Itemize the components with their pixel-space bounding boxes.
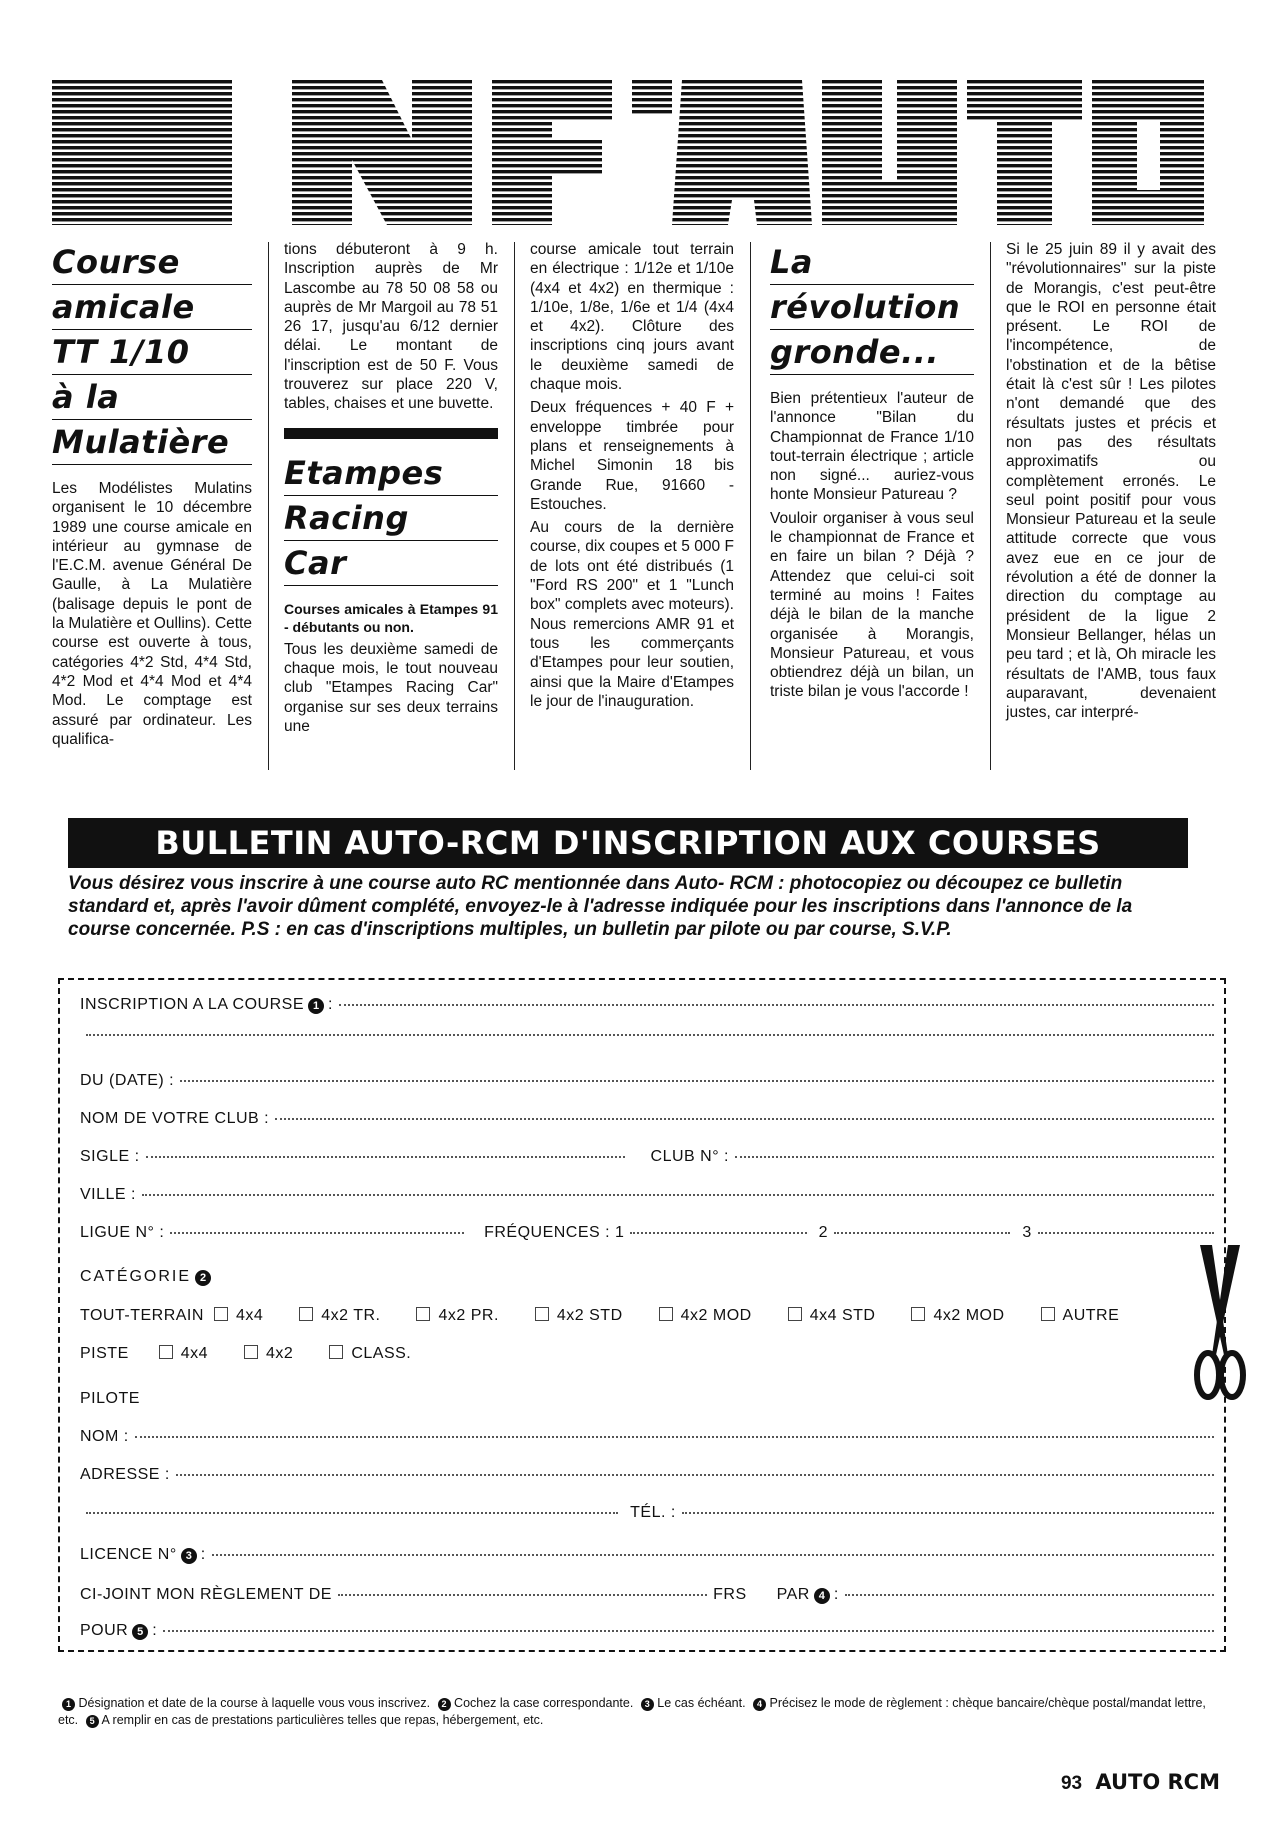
field-label: CATÉGORIE [80, 1268, 192, 1285]
tt-option[interactable] [1041, 1306, 1120, 1325]
column-5 [1006, 240, 1216, 726]
article-body-continued: Deux fréquences + 40 F + enveloppe timbrée pour plans et renseignements à Michel Simonin 18 bis Grande Rue, 91660 - Estouches. [530, 399, 734, 513]
field-label: SIGLE : [80, 1148, 140, 1165]
field-adresse[interactable] [80, 1466, 1220, 1484]
field-reglement[interactable] [80, 1586, 1220, 1604]
field-tout-terrain [80, 1306, 1220, 1325]
blank-line[interactable] [163, 1629, 1214, 1632]
headline-line: révolution [770, 285, 974, 330]
article-lead: Courses amicales à Etampes 91 - débutants ou non. [284, 600, 498, 635]
article-body-continued: Si le 25 juin 89 il y avait des "révolutionnaires" sur la piste de Morangis, c'est peut-être que le ROI en personne était présent. Le ROI de l'incompétence, de l'obstination et de la bêtise était là c'est sûr ! Les pilotes n'ont demandé que des résultats justes et précis et non pas des résultats approximatifs ou complètement erronés. Le seul point positif pour vous Monsieur Patureau et la seule attitude correcte que vous avez eue en ce jour de révolution a été de donner la direction du comptage au président de la ligue 2 Monsieur Bellanger, hélas un peu tard ; et là, Oh miracle les résultats de l'AMB, tous faux auparavant, devenaient justes, car interpré- [1006, 241, 1216, 722]
article-body-continued: Au cours de la dernière course, dix coupes et 5 000 F de lots ont été distribués (1 "Ford RS 200" et 1 "Lunch box" complets avec moteurs). Nous remercions AMR 91 et tous les commerçants d'Etampes pour leur soutien, ainsi que la Maire d'Etampes le jour de l'inauguration. [530, 519, 734, 710]
option-label: 4x2 STD [556, 1307, 623, 1324]
tt-option[interactable] [299, 1306, 380, 1325]
page-number: 93 [1060, 1773, 1083, 1794]
field-course-cont[interactable] [80, 1036, 1220, 1039]
option-label: 4x2 TR. [321, 1307, 381, 1324]
field-label: NOM : [80, 1428, 129, 1445]
blank-line[interactable] [834, 1231, 1010, 1234]
blank-line[interactable] [142, 1193, 1214, 1196]
article-body: Vouloir organiser à vous seul le championnat de France et en faire un bilan ? Déjà ? Attendez que celui-ci soit terminé au moins ! Faites déjà le bilan de la manche organisée à Morangis, Monsieur Patureau, et vous obtiendrez déjà un bilan, un triste bilan je vous l'accorde ! [770, 509, 974, 701]
article-body: Bien prétentieux l'auteur de l'annonce "Bilan du Championnat de France 1/10 tout-terrain électrique ; article non signé... auriez-vous honte Monsieur Patureau ? [770, 390, 974, 504]
field-course[interactable] [80, 996, 1220, 1014]
piste-option[interactable] [244, 1344, 293, 1363]
headline-line: amicale [52, 285, 252, 330]
field-categorie [80, 1268, 1220, 1286]
field-label: LICENCE N° [80, 1546, 177, 1563]
bulletin-intro [68, 872, 1188, 941]
blank-line[interactable] [1038, 1231, 1214, 1234]
field-sigle[interactable] [80, 1148, 1220, 1166]
field-label: FRS [713, 1586, 747, 1603]
option-label: 4x2 MOD [680, 1307, 752, 1324]
footnote-marker: 4 [753, 1698, 766, 1711]
field-piste [80, 1344, 1220, 1363]
option-label: 4x4 [235, 1307, 264, 1324]
option-label: CLASS. [351, 1345, 412, 1362]
footnote-1: Désignation et date de la course à laquelle vous vous inscrivez. [78, 1696, 431, 1710]
checkbox[interactable] [535, 1307, 549, 1321]
blank-line[interactable] [135, 1435, 1214, 1438]
piste-option[interactable] [159, 1344, 208, 1363]
footnote-marker: 1 [62, 1698, 75, 1711]
footnotes [58, 1695, 1228, 1729]
section-bar [284, 428, 498, 439]
field-label: LIGUE N° : [80, 1224, 165, 1241]
headline-line: Mulatière [52, 420, 252, 465]
magazine-brand: AUTO RCM [1095, 1770, 1220, 1794]
field-pour[interactable] [80, 1622, 1220, 1640]
footnote-text [58, 1695, 1228, 1729]
option-label: 4x4 STD [809, 1307, 876, 1324]
option-label: 4x4 [180, 1345, 209, 1362]
option-label: 4x2 PR. [438, 1307, 499, 1324]
field-label: DU (DATE) : [80, 1072, 175, 1089]
checkbox[interactable] [1041, 1307, 1055, 1321]
footnote-marker: 5 [132, 1624, 148, 1640]
field-label: TÉL. : [630, 1504, 676, 1521]
blank-line[interactable] [176, 1473, 1214, 1476]
headline-line: TT 1/10 [52, 330, 252, 375]
option-label: 4x2 MOD [933, 1307, 1005, 1324]
field-label: NOM DE VOTRE CLUB : [80, 1110, 270, 1127]
column-divider [990, 242, 991, 770]
footnote-marker: 4 [814, 1588, 830, 1604]
footnote-4: Précisez le mode de règlement : chèque bancaire/chèque postal/mandat lettre, etc. [58, 1696, 1206, 1727]
field-label: PISTE [80, 1345, 129, 1362]
option-label: 4x2 [266, 1345, 294, 1362]
blank-line[interactable] [275, 1117, 1214, 1120]
headline-line: Racing [284, 496, 498, 541]
footnote-5: A remplir en cas de prestations particulières telles que repas, hébergement, etc. [101, 1713, 544, 1727]
blank-line[interactable] [86, 1511, 618, 1514]
tt-option[interactable] [535, 1306, 623, 1325]
checkbox[interactable] [159, 1345, 173, 1359]
bulletin-title: BULLETIN AUTO-RCM D'INSCRIPTION AUX COURSES [68, 818, 1188, 868]
checkbox[interactable] [911, 1307, 925, 1321]
headline-line: La [770, 240, 974, 285]
footnote-marker: 2 [195, 1270, 211, 1286]
article-revolution [770, 240, 974, 706]
field-colon: : [833, 1586, 839, 1603]
field-label: 3 [1022, 1224, 1032, 1241]
field-label: CLUB N° : [650, 1148, 729, 1165]
field-colon: : [328, 996, 333, 1013]
article-body: Tous les deuxième samedi de chaque mois, le tout nouveau club "Etampes Racing Car" organise sur ses deux terrains une [284, 640, 498, 735]
blank-line[interactable] [339, 1003, 1214, 1006]
column-divider [268, 242, 269, 770]
column-2 [284, 240, 498, 740]
headline-course-amicale [52, 240, 252, 465]
footnote-marker: 5 [86, 1715, 99, 1728]
tt-option[interactable] [911, 1306, 1004, 1325]
article-body-continued: course amicale tout terrain en électrique : 1/12e et 1/10e (4x4 et 4x2) en thermique : 1/10e, 1/8e, 1/6e et 1/4 (4x4 et 4x2). Clôture des inscriptions cinq jours avant le deuxième samedi de chaque mois. [530, 241, 734, 394]
blank-line[interactable] [180, 1079, 1214, 1082]
blank-line[interactable] [338, 1593, 707, 1596]
headline-etampes [284, 451, 498, 586]
page-footer [1061, 1770, 1220, 1795]
checkbox[interactable] [299, 1307, 313, 1321]
column-divider [514, 242, 515, 770]
field-ville[interactable] [80, 1186, 1220, 1204]
footnote-3: Le cas échéant. [657, 1696, 746, 1710]
field-licence[interactable] [80, 1546, 1220, 1564]
blank-line[interactable] [212, 1553, 1214, 1556]
field-label: TOUT-TERRAIN [80, 1307, 204, 1324]
tt-option[interactable] [214, 1306, 263, 1325]
checkbox[interactable] [416, 1307, 430, 1321]
field-nom[interactable] [80, 1428, 1220, 1446]
bulletin-intro-text: Vous désirez vous inscrire à une course auto RC mentionnée dans Auto- RCM : photocopiez ou découpez ce bulletin standard et, après l'avoir dûment complété, envoyez-le à l'adresse indiquée pour les inscriptions dans l'annonce de la course concernée. P.S : en cas d'inscriptions multiples, un bulletin par pilote ou par course, S.V.P. [68, 873, 1133, 940]
field-club[interactable] [80, 1110, 1220, 1128]
headline-revolution [770, 240, 974, 375]
article-body-continued: tions débuteront à 9 h. Inscription auprès de Mr Lascombe au 78 50 08 58 ou auprès de Mr Margoil au 78 51 26 17, jusqu'au 6/12 dernier délai. Le montant de l'inscription est de 50 F. Vous trouverez sur place 220 V, tables, chaises et une buvette. [284, 241, 498, 413]
field-label: VILLE : [80, 1186, 136, 1203]
checkbox[interactable] [659, 1307, 673, 1321]
field-label: PILOTE [80, 1390, 140, 1407]
blank-line[interactable] [170, 1231, 464, 1234]
checkbox[interactable] [788, 1307, 802, 1321]
field-label: PAR [776, 1586, 810, 1603]
blank-line[interactable] [630, 1231, 806, 1234]
article-body: Les Modélistes Mulatins organisent le 10 décembre 1989 une course amicale en intérieur au gymnase de l'E.C.M. avenue Général De Gaulle, à La Mulatière (balisage depuis le pont de la Mulatière et Oullins). Cette course est ouverte à tous, catégories 4*2 Std, 4*4 Std, 4*2 Mod et 4*4 Mod et 4*4 Mod. Le comptage est assuré par ordinateur. Les qualifica- [52, 480, 252, 748]
scissors-icon [1190, 1245, 1250, 1405]
field-label: FRÉQUENCES : 1 [484, 1224, 625, 1241]
footnote-marker: 3 [181, 1548, 197, 1564]
footnote-marker: 3 [641, 1698, 654, 1711]
field-label: INSCRIPTION A LA COURSE [80, 996, 304, 1013]
masthead-logo [52, 80, 1204, 225]
footnote-marker: 1 [308, 998, 324, 1014]
footnote-2: Cochez la case correspondante. [454, 1696, 634, 1710]
field-label: CI-JOINT MON RÈGLEMENT DE [80, 1586, 332, 1603]
article-course-amicale [52, 240, 252, 753]
tt-option[interactable] [659, 1306, 752, 1325]
headline-line: Etampes [284, 451, 498, 496]
field-label: POUR [80, 1622, 129, 1639]
option-label: AUTRE [1062, 1307, 1120, 1324]
field-label: 2 [818, 1224, 829, 1241]
field-pilote [80, 1390, 1220, 1408]
field-colon: : [152, 1622, 158, 1639]
tt-option[interactable] [416, 1306, 498, 1325]
field-date[interactable] [80, 1072, 1220, 1090]
masthead [52, 80, 1204, 225]
field-colon: : [200, 1546, 206, 1563]
footnote-marker: 2 [438, 1698, 451, 1711]
headline-line: à la [52, 375, 252, 420]
checkbox[interactable] [244, 1345, 258, 1359]
headline-line: gronde... [770, 330, 974, 375]
field-tel[interactable] [80, 1504, 1220, 1522]
blank-line[interactable] [735, 1155, 1214, 1158]
checkbox[interactable] [329, 1345, 343, 1359]
headline-line: Course [52, 240, 252, 285]
column-3 [530, 240, 734, 715]
blank-line[interactable] [682, 1511, 1214, 1514]
blank-line[interactable] [146, 1155, 625, 1158]
field-ligue[interactable] [80, 1224, 1220, 1242]
tt-option[interactable] [788, 1306, 876, 1325]
blank-line[interactable] [845, 1593, 1214, 1596]
field-label: ADRESSE : [80, 1466, 170, 1483]
checkbox[interactable] [214, 1307, 228, 1321]
piste-option[interactable] [329, 1344, 411, 1363]
blank-line[interactable] [86, 1033, 1214, 1036]
headline-line: Car [284, 541, 498, 586]
column-divider [750, 242, 751, 770]
